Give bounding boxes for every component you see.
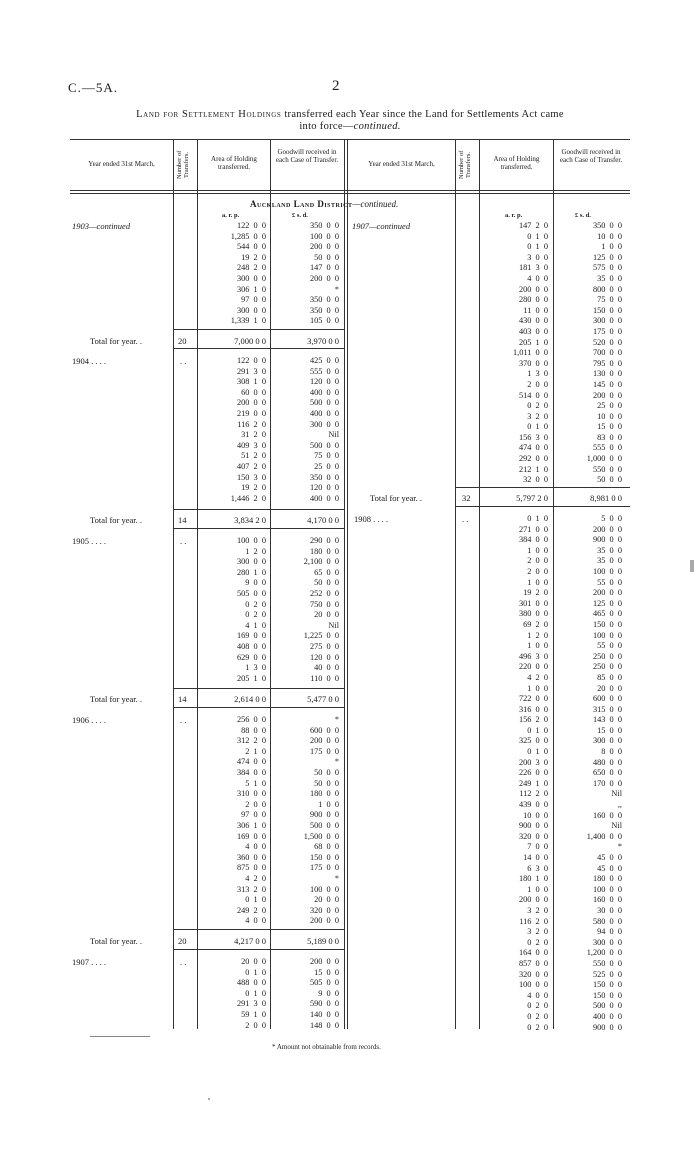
bottom-rule <box>90 1036 150 1037</box>
goodwill-list: 350 0 0 100 0 0 200 0 0 50 0 0 147 0 0 200 0 0 * 350 0 0 350 0 0 105 0 0 <box>309 221 339 326</box>
total-area: 7,000 0 0 <box>234 336 266 346</box>
total-label: Total for year. . <box>90 936 143 946</box>
goodwill-list: 425 0 0 555 0 0 120 0 0 400 0 0 500 0 0 400 0 0 300 0 0 Nil 500 0 0 75 0 0 25 0 0 350 0 0 120 0 0 400 0 0 <box>309 356 339 503</box>
page-title <box>70 109 630 133</box>
year-label: 1903—continued <box>72 221 131 231</box>
area-list: 0 1 0 271 0 0 384 0 0 1 0 0 2 0 0 2 0 0 1 0 0 19 2 0 301 0 0 380 0 0 69 2 0 1 2 0 1 0 0 496 3 0 220 0 0 4 2 0 1 0 0 722 0 0 316 0 0 156 2 0 0 1 0 325 0 0 0 1 0 200 3 0 226 0 0 249 1 0 112 2 0 439 0 0 10 0 0 900 0 0 320 0 0 7 0 0 14 0 0 6 3 0 180 1 0 1 0 0 200 0 0 3 2 0 116 2 0 3 2 0 0 2 0 164 0 0 857 0 0 320 0 0 100 0 0 4 0 0 0 2 0 0 2 0 0 2 0 <box>518 514 548 1032</box>
area-list: 122 0 0 1,285 0 0 544 0 0 19 2 0 248 2 0 300 0 0 306 1 0 97 0 0 300 0 0 1,339 1 0 <box>230 221 266 326</box>
col-header-area-right: Area of Holding transferred. <box>493 155 540 171</box>
col-divider <box>553 139 554 1029</box>
goodwill-list: 350 0 0 10 0 0 1 0 0 125 0 0 575 0 0 35 0 0 800 0 0 75 0 0 150 0 0 300 0 0 175 0 0 520 0 0 700 0 0 795 0 0 130 0 0 145 0 0 200 0 0 25 0 0 10 0 0 15 0 0 83 0 0 555 0 0 1,000 0 0 550 0 0 50 0 0 <box>586 221 622 485</box>
col-header-area: Area of Holding transferred. <box>211 155 257 171</box>
goodwill-list: * 600 0 0 200 0 0 175 0 0 * 50 0 0 50 0 0 180 0 0 1 0 0 900 0 0 500 0 0 1,500 0 0 68 0 0 150 0 0 175 0 0 * 100 0 0 20 0 0 320 0 0 200 0 0 <box>303 715 339 926</box>
total-goodwill: 5,189 0 0 <box>307 936 339 946</box>
district-continued: —continued. <box>352 199 399 209</box>
district-name: Auckland Land District <box>250 199 353 209</box>
total-rule <box>173 688 344 689</box>
title-continued: continued. <box>353 121 401 132</box>
col-divider <box>479 139 480 1029</box>
col-header-number: Number of Transfers. <box>176 150 190 180</box>
unit-area-left: a. r. p. <box>222 212 240 219</box>
total-label: Total for year. . <box>90 515 143 525</box>
total-goodwill: 5,477 0 0 <box>307 694 339 704</box>
total-rule <box>173 707 344 708</box>
total-rule <box>173 329 344 330</box>
col-header-year: Year ended 31st March, <box>88 160 155 168</box>
table-top-rule <box>70 139 630 140</box>
col-header-number-right: Number of Transfers. <box>458 150 472 180</box>
goodwill-list: 200 0 0 15 0 0 505 0 0 9 0 0 590 0 0 140 0 0 148 0 0 <box>309 957 339 1030</box>
title-line2: into force— <box>299 121 354 132</box>
col-divider <box>344 139 345 1029</box>
col-divider <box>270 139 271 1029</box>
col-header-year-right: Year ended 31st March, <box>368 160 435 168</box>
total-rule <box>173 929 344 930</box>
report-code: C.—5A. <box>68 80 119 95</box>
scan-mark <box>208 1098 210 1100</box>
col-divider <box>347 139 348 1029</box>
goodwill-list: 290 0 0 180 0 0 2,100 0 0 65 0 0 50 0 0 252 0 0 750 0 0 20 0 0 Nil 1,225 0 0 275 0 0 120 0 0 40 0 0 110 0 0 <box>303 536 339 683</box>
year-dots: . . <box>180 715 187 725</box>
total-count: 14 <box>178 515 187 525</box>
header-bottom-rule-2 <box>70 193 630 194</box>
total-count: 20 <box>178 336 187 346</box>
area-list: 147 2 0 0 1 0 0 1 0 3 0 0 181 3 0 4 0 0 200 0 0 280 0 0 11 0 0 430 0 0 403 0 0 205 1 0 1,011 0 0 370 0 0 1 3 0 2 0 0 514 0 0 0 2 0 3 2 0 0 1 0 156 3 0 474 0 0 292 0 0 212 1 0 32 0 0 <box>513 221 548 485</box>
year-label: 1905 . . . . <box>72 536 106 546</box>
area-list: 256 0 0 88 0 0 312 2 0 2 1 0 474 0 0 384 0 0 5 1 0 310 0 0 2 0 0 97 0 0 306 1 0 169 0 0 4 0 0 360 0 0 875 0 0 4 2 0 313 2 0 0 1 0 249 2 0 4 0 0 <box>236 715 266 926</box>
total-area: 5,797 2 0 <box>516 493 548 503</box>
total-area: 2,614 0 0 <box>234 694 266 704</box>
col-header-goodwill-right: Goodwill received in each Case of Transfer. <box>559 148 623 164</box>
area-list: 20 0 0 0 1 0 488 0 0 0 1 0 291 3 0 59 1 0 2 0 0 <box>236 957 266 1030</box>
unit-money-left: £ s. d. <box>292 212 308 219</box>
total-count: 32 <box>462 493 471 503</box>
year-dots: . . <box>180 356 187 366</box>
footnote: * Amount not obtainable from records. <box>272 1043 381 1051</box>
total-goodwill: 3,970 0 0 <box>307 336 339 346</box>
total-rule <box>173 528 344 529</box>
total-rule <box>173 949 344 950</box>
year-label: 1907 . . . . <box>72 957 106 967</box>
total-rule <box>173 348 344 349</box>
total-count: 14 <box>178 694 187 704</box>
area-list: 122 0 0 291 3 0 308 1 0 60 0 0 200 0 0 219 0 0 116 2 0 31 2 0 409 3 0 51 2 0 407 2 0 150 3 0 19 2 0 1,446 2 0 <box>230 356 266 503</box>
year-label: 1907—continued <box>352 221 411 231</box>
total-label: Total for year. . <box>90 336 143 346</box>
total-label: Total for year. . <box>90 694 143 704</box>
district-heading <box>250 199 398 209</box>
total-count: 20 <box>178 936 187 946</box>
page-number: 2 <box>332 78 340 94</box>
year-label: 1908 . . . . <box>354 514 388 524</box>
scan-mark <box>690 560 694 572</box>
goodwill-list: 5 0 0 200 0 0 900 0 0 35 0 0 35 0 0 100 0 0 55 0 0 200 0 0 125 0 0 465 0 0 150 0 0 100 0 0 55 0 0 250 0 0 250 0 0 85 0 0 20 0 0 600 0 0 315 0 0 143 0 0 15 0 0 300 0 0 8 0 0 480 0 0 650 0 0 170 0 0 Nil ,, 160 0 0 Nil 1,400 0 0 * 45 0 0 45 0 0 180 0 0 100 0 0 160 0 0 30 0 0 580 0 0 94 0 0 300 0 0 1,200 0 0 550 0 0 525 0 0 150 0 0 150 0 0 500 0 0 400 0 0 900 0 0 <box>586 514 622 1032</box>
total-area: 4,217 0 0 <box>234 936 266 946</box>
year-dots: . . <box>462 514 469 524</box>
header-bottom-rule <box>70 190 630 191</box>
unit-area-right: a. r. p. <box>505 212 523 219</box>
col-divider <box>173 139 174 1029</box>
total-area: 3,834 2 0 <box>234 515 266 525</box>
total-label: Total for year. . <box>370 493 423 503</box>
year-label: 1906 . . . . <box>72 715 106 725</box>
unit-money-right: £ s. d. <box>575 212 591 219</box>
col-divider <box>197 139 198 1029</box>
total-rule <box>455 487 630 488</box>
total-goodwill: 8,981 0 0 <box>590 493 622 503</box>
year-dots: . . <box>180 957 187 967</box>
col-header-goodwill: Goodwill received in each Case of Transfer. <box>275 148 339 164</box>
col-divider <box>455 139 456 1029</box>
total-rule <box>173 509 344 510</box>
total-rule <box>455 506 630 507</box>
year-label: 1904 . . . . <box>72 356 106 366</box>
total-goodwill: 4,170 0 0 <box>307 515 339 525</box>
title-rest: transferred each Year since the Land for Settlements Act came <box>281 109 564 120</box>
title-smallcaps: Land for Settlement Holdings <box>136 109 282 120</box>
year-dots: . . <box>180 536 187 546</box>
area-list: 100 0 0 1 2 0 300 0 0 280 1 0 9 0 0 505 0 0 0 2 0 0 2 0 4 1 0 169 0 0 408 0 0 629 0 0 1 3 0 205 1 0 <box>236 536 266 683</box>
